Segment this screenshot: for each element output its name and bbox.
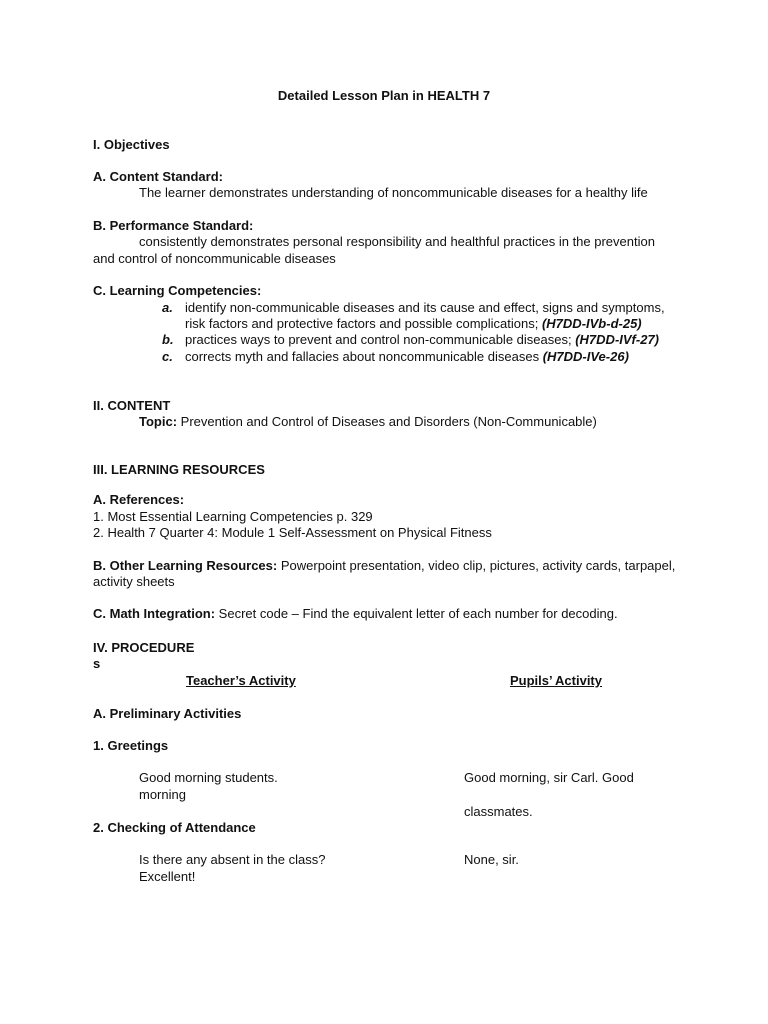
content-standard-heading: A. Content Standard: (93, 169, 223, 184)
attendance-heading: 2. Checking of Attendance (93, 820, 256, 835)
competency-c-line (185, 349, 629, 365)
pupils-activity-header: Pupils’ Activity (510, 673, 602, 688)
greetings-heading: 1. Greetings (93, 738, 169, 753)
learning-resources-heading: III. LEARNING RESOURCES (93, 462, 265, 477)
other-resources-text: Powerpoint presentation, video clip, pictures, activity cards, tarpapel, (280, 558, 676, 573)
other-resources-line-1 (93, 558, 675, 574)
reference-item: 2. Health 7 Quarter 4: Module 1 Self-Assessment on Physical Fitness (93, 525, 492, 540)
competency-a-code: (H7DD-IVb-d-25) (541, 316, 642, 331)
other-resources-line-2: activity sheets (93, 574, 175, 589)
competency-a-text: risk factors and protective factors and possible complications; (185, 316, 539, 331)
attendance-teacher-line-2: Excellent! (139, 869, 196, 884)
competency-c-code: (H7DD-IVe-26) (542, 349, 629, 364)
math-integration-line (93, 606, 618, 622)
topic-line (139, 414, 597, 430)
competency-a-line-2 (185, 316, 642, 332)
other-resources-label: B. Other Learning Resources: (93, 558, 278, 573)
teacher-activity-header: Teacher’s Activity (186, 673, 296, 688)
math-integration-text: Secret code – Find the equivalent letter of each number for decoding. (218, 606, 618, 621)
competency-b-code: (H7DD-IVf-27) (575, 332, 660, 347)
greetings-pupil-line-2: classmates. (464, 804, 533, 819)
document-title: Detailed Lesson Plan in HEALTH 7 (277, 88, 491, 103)
content-heading: II. CONTENT (93, 398, 171, 413)
competency-marker-a: a. (162, 300, 173, 315)
math-integration-label: C. Math Integration: (93, 606, 216, 621)
topic-text: Prevention and Control of Diseases and Disorders (Non-Communicable) (180, 414, 597, 429)
procedure-heading: IV. PROCEDURE (93, 640, 195, 655)
reference-item: 1. Most Essential Learning Competencies p. 329 (93, 509, 373, 524)
content-standard-text: The learner demonstrates understanding of noncommunicable diseases for a healthy life (139, 185, 648, 200)
performance-standard-line-2: and control of noncommunicable diseases (93, 251, 336, 266)
greetings-teacher-line-2: morning (139, 787, 186, 802)
competency-c-text: corrects myth and fallacies about noncommunicable diseases (185, 349, 540, 364)
performance-standard-heading: B. Performance Standard: (93, 218, 254, 233)
performance-standard-line-1: consistently demonstrates personal responsibility and healthful practices in the prevention (139, 234, 655, 249)
attendance-pupil-line-1: None, sir. (464, 852, 519, 867)
competency-a-line-1: identify non-communicable diseases and its cause and effect, signs and symptoms, (185, 300, 665, 315)
preliminary-activities-heading: A. Preliminary Activities (93, 706, 242, 721)
greetings-teacher-line-1: Good morning students. (139, 770, 278, 785)
references-heading: A. References: (93, 492, 185, 507)
learning-competencies-heading: C. Learning Competencies: (93, 283, 262, 298)
competency-marker-c: c. (162, 349, 173, 364)
objectives-heading: I. Objectives (93, 137, 170, 152)
attendance-teacher-line-1: Is there any absent in the class? (139, 852, 326, 867)
competency-b-text: practices ways to prevent and control non-communicable diseases; (185, 332, 572, 347)
competency-marker-b: b. (162, 332, 174, 347)
topic-label: Topic: (139, 414, 178, 429)
competency-b-line (185, 332, 659, 348)
greetings-pupil-line-1: Good morning, sir Carl. Good (464, 770, 634, 785)
procedure-stray-char: s (93, 656, 101, 671)
